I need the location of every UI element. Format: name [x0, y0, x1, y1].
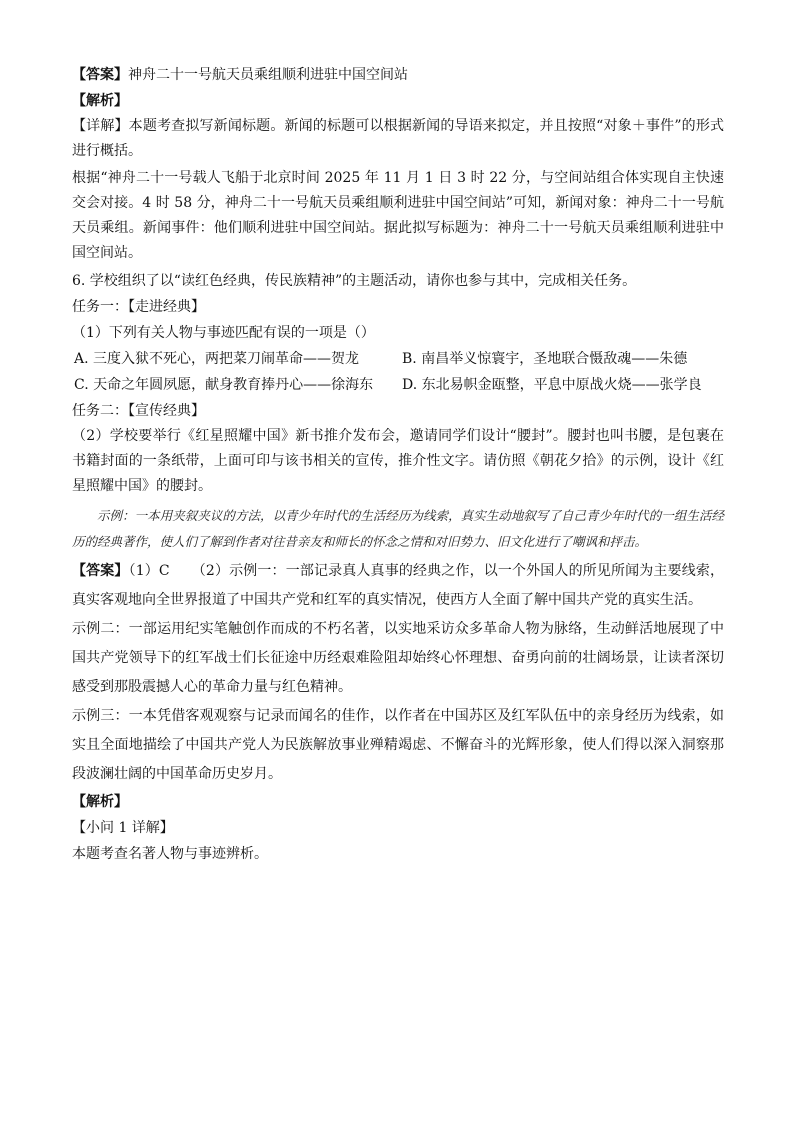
- analysis-text: 本题考查名著人物与事迹辨析。: [72, 846, 268, 862]
- option-b: B. 南昌举义惊寰宇，圣地联合慑敌魂——朱德: [402, 351, 688, 367]
- task-2-heading: 任务二：【宣传经典】: [72, 403, 205, 419]
- answer-example-3: 示例三：一本凭借客观观察与记录而闻名的佳作，以作者在中国苏区及红军队伍中的亲身经历为线索，如实且全面地描绘了中国共产党人为民族解放事业殚精竭虑、不懈奋斗的光辉形象，使人们得以深入洞察那段波澜壮阔的中国革命历史岁月。: [72, 708, 724, 782]
- question-6-stem: 6. 学校组织了以“读红色经典，传民族精神”的主题活动，请你也参与其中，完成相关任务。: [72, 273, 637, 289]
- example-text: 示例：一本用夹叙夹议的方法，以青少年时代的生活经历为线索，真实生动地叙写了自己青少年时代的一组生活经历的经典著作，使人们了解到作者对往昔亲友和师长的怀念之情和对旧势力、旧文化进行了嘲讽和抨击。: [72, 508, 724, 549]
- subquestion-1: （1）下列有关人物与事迹匹配有误的一项是（）: [72, 325, 375, 341]
- answer-part-2: （2）示例一：一部记录真人真事的经典之作，以一个外国人的所见所闻为主要线索，真实客观地向全世界报道了中国共产党和红军的真实情况，使西方人全面了解中国共产党的真实生活。: [72, 563, 725, 608]
- subquestion-1-detail-heading: 【小问 1 详解】: [72, 820, 174, 836]
- answer-text: 神舟二十一号航天员乘组顺利进驻中国空间站: [128, 67, 408, 83]
- answer-q6: [72, 557, 724, 615]
- detail-q5-para2: 根据“神舟二十一号载人飞船于北京时间 2025 年 11 月 1 日 3 时 22 分，与空间站组合体实现自主快速交会对接。4 时 58 分，神舟二十一号航天员乘组顺利进驻中国空间站”可知，新闻对象：神舟二十一号航天员乘组。新闻事件：他们顺利进驻中国空间站。据此拟写标题为：神舟二十一号航天员乘组顺利进驻中国空间站。: [72, 170, 724, 261]
- option-c: C. 天命之年圆夙愿，献身教育捧丹心——徐海东: [74, 377, 374, 393]
- answer-label: 【答案】: [72, 563, 129, 579]
- task-1-heading: 任务一：【走进经典】: [72, 299, 205, 315]
- subquestion-2: （2）学校要举行《红星照耀中国》新书推介发布会，邀请同学们设计“腰封”。腰封也叫书腰，是包裹在书籍封面的一条纸带，上面可印与该书相关的宣传，推介性文字。请仿照《朝花夕拾》的示例，设计《红星照耀中国》的腰封。: [72, 428, 724, 494]
- option-d: D. 东北易帜金瓯整，平息中原战火烧——张学良: [402, 377, 702, 393]
- detail-text: 本题考查拟写新闻标题。新闻的标题可以根据新闻的导语来拟定，并且按照“对象＋事件”的形式进行概括。: [72, 118, 725, 159]
- option-a: A. 三度入狱不死心，两把菜刀闹革命——贺龙: [74, 351, 360, 367]
- analysis-heading-q6: 【解析】: [72, 794, 128, 810]
- answer-label: 【答案】: [72, 67, 128, 83]
- detail-q5: [72, 114, 724, 164]
- document-body: [72, 62, 724, 867]
- answer-part-1: （1）C: [128, 563, 170, 579]
- answer-example-2: 示例二：一部运用纪实笔触创作而成的不朽名著，以实地采访众多革命人物为脉络，生动鲜活地展现了中国共产党领导下的红军战士们长征途中历经艰难险阻却始终心怀理想、奋勇向前的壮阔场景，让读者深切感受到那股震撼人心的革命力量与红色精神。: [72, 621, 724, 695]
- detail-label: 【详解】: [72, 118, 129, 134]
- options-grid: [72, 346, 724, 398]
- answer-q5: [72, 62, 724, 88]
- analysis-heading: 【解析】: [72, 93, 128, 109]
